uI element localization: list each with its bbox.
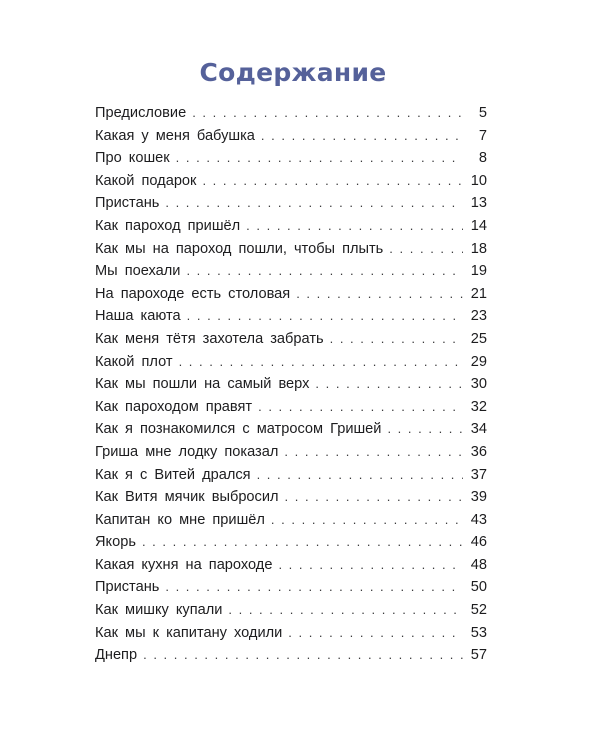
toc-entry-title: Какой подарок [95,172,197,189]
toc-dot-leader [179,351,463,374]
toc-dot-leader [176,147,463,170]
toc-entry-page-number: 13 [470,195,487,212]
toc-entry[interactable] [95,125,487,148]
toc-entry[interactable] [95,441,487,464]
toc-entry-page-number: 34 [470,421,487,438]
toc-entry-title: Как я познакомился с матросом Гришей [95,421,382,438]
toc-entry-page-number: 39 [470,489,487,506]
toc-entry[interactable] [95,576,487,599]
toc-entry[interactable] [95,486,487,509]
toc-entry[interactable] [95,464,487,487]
toc-entry-title: Пристань [95,195,160,212]
toc-entry[interactable] [95,622,487,645]
toc-dot-leader [315,373,463,396]
toc-entry[interactable] [95,260,487,283]
toc-dot-leader [284,441,463,464]
toc-dot-leader [202,170,463,193]
toc-entry-title: Какая кухня на пароходе [95,556,273,573]
toc-entry-title: Как мы на пароход пошли, чтобы плыть [95,240,384,257]
toc-entry[interactable] [95,531,487,554]
toc-entry[interactable] [95,599,487,622]
page-title: Содержание [199,58,387,87]
toc-dot-leader [187,305,463,328]
toc-entry-page-number: 52 [470,602,487,619]
toc-entry[interactable] [95,554,487,577]
toc-entry-title: Днепр [95,647,138,664]
toc-entry[interactable] [95,396,487,419]
toc-entry[interactable] [95,351,487,374]
toc-entry-page-number: 46 [470,534,487,551]
toc-entry-title: Как мишку купали [95,602,223,619]
toc-dot-leader [228,599,463,622]
toc-entry[interactable] [95,328,487,351]
toc-dot-leader [288,622,463,645]
toc-entry[interactable] [95,418,487,441]
toc-entry-title: Как пароходом правят [95,398,253,415]
toc-dot-leader [387,418,463,441]
toc-entry[interactable] [95,283,487,306]
toc-entry-title: Предисловие [95,105,187,121]
toc-dot-leader [142,531,463,554]
toc-entry-title: Якорь [95,534,136,551]
toc-entry-page-number: 14 [470,217,487,234]
toc-entry-page-number: 53 [470,624,487,641]
toc-dot-leader [389,238,463,261]
toc-entry[interactable] [95,102,487,125]
toc-entry-title: Какой плот [95,353,173,370]
toc-entry-title: Как мы к капитану ходили [95,624,283,641]
toc-entry-title: Гриша мне лодку показал [95,443,279,460]
toc-entry-page-number: 48 [470,556,487,573]
toc-entry-title: Наша каюта [95,308,181,325]
toc-dot-leader [261,125,463,148]
toc-entry-title: На пароходе есть столовая [95,285,291,302]
toc-entry-page-number: 7 [478,127,487,144]
toc-entry[interactable] [95,373,487,396]
toc-entry[interactable] [95,215,487,238]
toc-entry-title: Как Витя мячик выбросил [95,489,279,506]
toc-entry[interactable] [95,170,487,193]
toc-entry-title: Как мы пошли на самый верх [95,376,310,393]
toc-dot-leader [296,283,463,306]
toc-dot-leader [330,328,463,351]
toc-entry-page-number: 57 [470,647,487,664]
toc-entry-page-number: 36 [470,443,487,460]
toc-dot-leader [271,509,463,532]
toc-entry[interactable] [95,147,487,170]
toc-dot-leader [143,644,463,667]
toc-dot-leader [258,396,463,419]
toc-entry-title: Какая у меня бабушка [95,127,255,144]
toc-entry-page-number: 23 [470,308,487,325]
table-of-contents [95,102,487,667]
toc-dot-leader [186,260,463,283]
toc-entry-page-number: 18 [470,240,487,257]
toc-entry-page-number: 50 [470,579,487,596]
toc-dot-leader [165,576,463,599]
toc-entry-page-number: 8 [478,150,487,167]
toc-entry-page-number: 21 [470,285,487,302]
toc-entry-title: Как меня тётя захотела забрать [95,330,324,347]
toc-entry-title: Пристань [95,579,160,596]
toc-entry-page-number: 30 [470,376,487,393]
toc-dot-leader [246,215,463,238]
toc-entry-page-number: 32 [470,398,487,415]
toc-entry-page-number: 29 [470,353,487,370]
toc-entry[interactable] [95,305,487,328]
toc-entry[interactable] [95,192,487,215]
toc-dot-leader [192,102,463,125]
toc-dot-leader [285,486,463,509]
toc-entry-title: Как пароход пришёл [95,217,241,234]
toc-entry-page-number: 43 [470,511,487,528]
toc-entry-page-number: 37 [470,466,487,483]
toc-entry[interactable] [95,238,487,261]
toc-entry-title: Про кошек [95,150,170,167]
toc-entry-title: Мы поехали [95,263,181,280]
toc-entry[interactable] [95,509,487,532]
toc-entry-title: Капитан ко мне пришёл [95,511,265,528]
toc-entry[interactable] [95,644,487,667]
toc-entry-page-number: 10 [470,172,487,189]
toc-entry-page-number: 25 [470,330,487,347]
toc-entry-page-number: 5 [478,105,487,121]
toc-dot-leader [257,464,463,487]
toc-dot-leader [278,554,463,577]
toc-dot-leader [165,192,463,215]
toc-entry-page-number: 19 [470,263,487,280]
toc-entry-title: Как я с Витей дрался [95,466,251,483]
